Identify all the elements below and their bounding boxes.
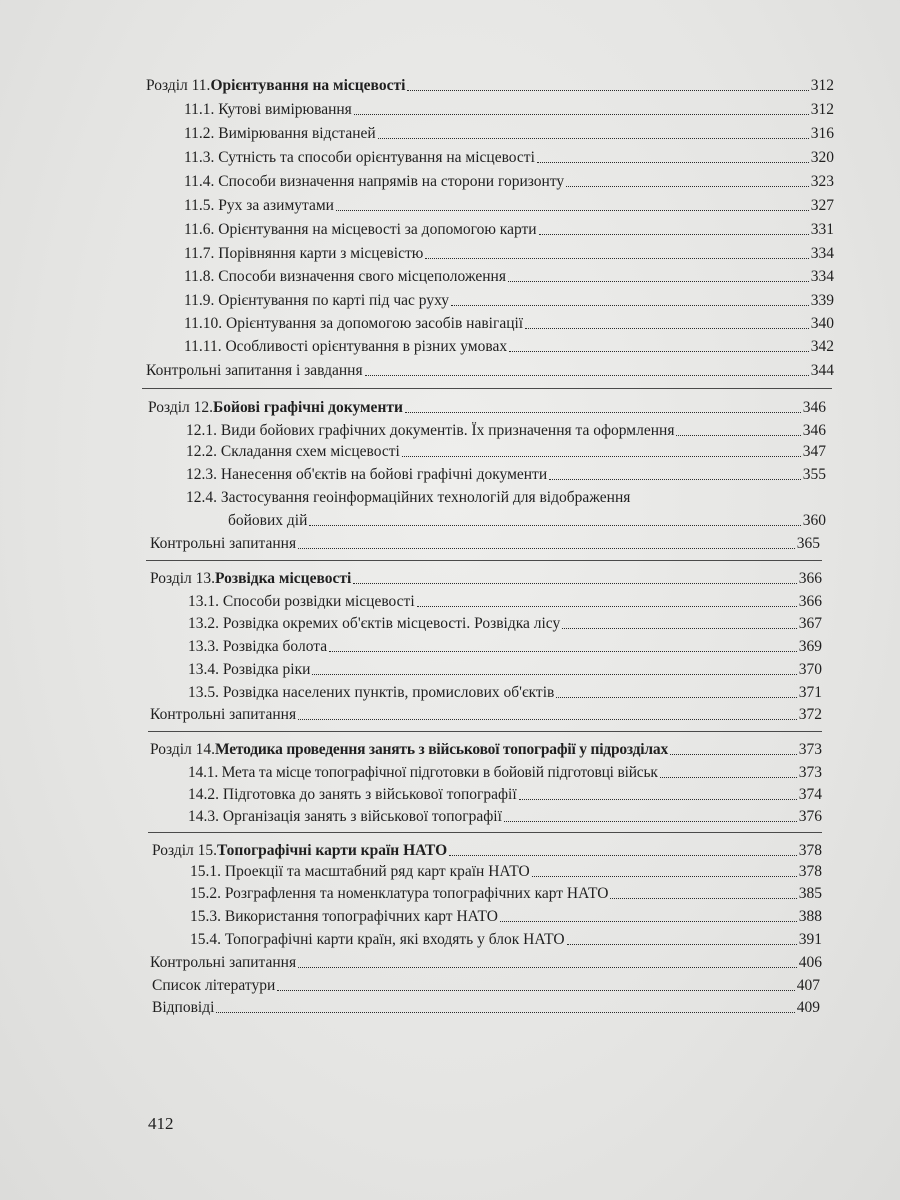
toc-page-number: 378: [798, 863, 822, 880]
toc-entry: [186, 442, 826, 462]
toc-page-number: 369: [798, 638, 822, 655]
toc-entry: [190, 862, 822, 882]
toc-page-number: 367: [798, 615, 822, 632]
section-divider: [148, 832, 822, 833]
toc-questions-entry: [146, 361, 834, 381]
toc-entry-label: 11.4. Способи визначення напрямів на сторони горизонту: [184, 173, 565, 190]
toc-section-title: Розвідка місцевості: [215, 570, 352, 587]
section-divider: [146, 560, 822, 561]
leader-dots: [676, 434, 800, 436]
toc-page-number: 346: [802, 399, 826, 416]
toc-page-number: 406: [798, 954, 822, 971]
toc-page-number: 346: [802, 422, 826, 439]
leader-dots: [353, 582, 796, 584]
leader-dots: [504, 820, 797, 822]
leader-dots: [562, 627, 797, 629]
toc-entry-label: 14.3. Організація занять з військової топографії: [188, 808, 502, 825]
leader-dots: [670, 753, 797, 755]
toc-entry-label: 11.1. Кутові вимірювання: [184, 101, 352, 118]
toc-entry-label: Контрольні запитання: [150, 706, 297, 723]
toc-page-number: 334: [810, 268, 834, 285]
toc-page-number: 323: [810, 173, 834, 190]
toc-entry: [186, 465, 826, 485]
leader-dots: [298, 547, 795, 549]
toc-entry-label: 15.3. Використання топографічних карт НАТО: [190, 908, 498, 925]
toc-page-number: 407: [796, 977, 820, 994]
toc-page-number: 316: [810, 125, 834, 142]
toc-page-number: 388: [798, 908, 822, 925]
toc-entry: [188, 592, 822, 612]
toc-page-number: 378: [798, 842, 822, 859]
toc-entry-label: Контрольні запитання: [150, 535, 297, 552]
toc-entry: [184, 172, 834, 192]
toc-entry: [188, 763, 822, 783]
leader-dots: [525, 327, 809, 329]
toc-entry-label: 15.4. Топографічні карти країн, які входять у блок НАТО: [190, 931, 565, 948]
toc-entry-label: 11.9. Орієнтування по карті під час руху: [184, 292, 449, 309]
toc-entry-label: Розділ 11.: [146, 77, 211, 94]
toc-entry-label: 11.10. Орієнтування за допомогою засобів навігації: [184, 315, 524, 332]
leader-dots: [309, 524, 800, 526]
page-number: 412: [148, 1114, 174, 1133]
toc-entry-label: Розділ 12.: [148, 399, 214, 416]
toc-entry-label: 11.5. Рух за азимутами: [184, 197, 334, 214]
toc-bibliography-entry: [152, 976, 820, 996]
leader-dots: [549, 478, 801, 480]
toc-entry-label: 13.1. Способи розвідки місцевості: [188, 593, 415, 610]
toc-entry-label: 11.8. Способи визначення свого місцеположення: [184, 268, 506, 285]
leader-dots: [365, 374, 809, 376]
leader-dots: [298, 966, 797, 968]
leader-dots: [425, 257, 808, 259]
toc-section-title: Бойові графічні документи: [213, 399, 403, 416]
toc-entry: [188, 660, 822, 680]
toc-page-number: 312: [810, 77, 834, 94]
toc-entry-label-continued: бойових дій: [228, 512, 308, 529]
leader-dots: [556, 696, 796, 698]
toc-entry-label: 13.4. Розвідка ріки: [188, 661, 311, 678]
toc-entry-label: Контрольні запитання і завдання: [146, 362, 363, 379]
toc-entry: [184, 220, 834, 240]
toc-page-number: 355: [802, 466, 826, 483]
toc-entry-label: 11.6. Орієнтування на місцевості за допомогою карти: [184, 221, 537, 238]
toc-entry: [188, 785, 822, 805]
toc-section-heading: [152, 841, 822, 861]
toc-entry-label: Контрольні запитання: [150, 954, 297, 971]
toc-page-number: 366: [798, 570, 822, 587]
leader-dots: [537, 161, 809, 163]
toc-page-number: 370: [798, 661, 822, 678]
leader-dots: [312, 673, 796, 675]
toc-page-number: 331: [810, 221, 834, 238]
toc-entry: [188, 683, 822, 703]
toc-entry-label: 13.5. Розвідка населених пунктів, промислових об'єктів: [188, 684, 555, 701]
toc-page-number: 320: [810, 149, 834, 166]
toc-entry: [188, 614, 822, 634]
toc-entry: [184, 337, 834, 357]
toc-entry: [184, 291, 834, 311]
toc-entry-label: 15.2. Розграфлення та номенклатура топографічних карт НАТО: [190, 885, 609, 902]
toc-entry: [184, 124, 834, 144]
leader-dots: [354, 113, 809, 115]
toc-entry-continuation: [228, 511, 826, 531]
toc-page-number: 365: [796, 535, 820, 552]
toc-page-number: 373: [798, 764, 822, 781]
leader-dots: [329, 650, 797, 652]
toc-entry-label: 13.3. Розвідка болота: [188, 638, 328, 655]
toc-entry-label: 12.3. Нанесення об'єктів на бойові графічні документи: [186, 466, 548, 483]
toc-entry-label: Розділ 15.: [152, 842, 218, 859]
leader-dots: [519, 798, 797, 800]
toc-section-heading: [148, 398, 826, 418]
toc-entry-label: 11.11. Особливості орієнтування в різних умовах: [184, 338, 508, 355]
toc-page-number: 342: [810, 338, 834, 355]
toc-entry-label: 12.2. Складання схем місцевості: [186, 443, 400, 460]
toc-section-title: Топографічні карти країн НАТО: [217, 842, 448, 859]
toc-entry: [186, 421, 826, 441]
leader-dots: [610, 897, 796, 899]
toc-page-number: 371: [798, 684, 822, 701]
toc-entry-label: 11.3. Сутність та способи орієнтування на місцевості: [184, 149, 535, 166]
toc-page-number: 334: [810, 245, 834, 262]
toc-entry-label: Розділ 14.: [150, 741, 216, 758]
toc-page-number: 366: [798, 593, 822, 610]
toc-entry: [184, 196, 834, 216]
toc-entry-label: Відповіді: [152, 999, 215, 1016]
toc-page-number: 312: [810, 101, 834, 118]
toc-entry-label: 15.1. Проекції та масштабний ряд карт країн НАТО: [190, 863, 530, 880]
toc-entry-label: 12.4. Застосування геоінформаційних технологій для відображення: [186, 489, 631, 506]
leader-dots: [508, 280, 809, 282]
toc-page-number: 340: [810, 315, 834, 332]
toc-entry: [188, 637, 822, 657]
toc-section-heading: [150, 569, 822, 589]
toc-questions-entry: [150, 953, 822, 973]
leader-dots: [566, 185, 809, 187]
toc-section-heading: [146, 76, 834, 96]
toc-page-number: 339: [810, 292, 834, 309]
toc-questions-entry: [150, 534, 820, 554]
toc-page-number: 374: [798, 786, 822, 803]
leader-dots: [417, 605, 797, 607]
leader-dots: [407, 89, 808, 91]
toc-entry-label: Розділ 13.: [150, 570, 216, 587]
leader-dots: [336, 209, 809, 211]
toc-section-title: Орієнтування на місцевості: [210, 77, 406, 94]
toc-entry-twoline: [186, 488, 826, 508]
toc-entry: [184, 100, 834, 120]
toc-section-heading: [150, 740, 822, 760]
leader-dots: [216, 1011, 794, 1013]
toc-page-number: 344: [810, 362, 834, 379]
leader-dots: [449, 854, 797, 856]
leader-dots: [277, 989, 794, 991]
toc-entry: [184, 244, 834, 264]
toc-entry: [190, 907, 822, 927]
toc-entry-label: 14.2. Підготовка до занять з військової топографії: [188, 786, 517, 803]
toc-page-number: 391: [798, 931, 822, 948]
toc-entry-label: 11.7. Порівняння карти з місцевістю: [184, 245, 424, 262]
toc-section-title: Методика проведення занять з військової топографії у підрозділах: [215, 741, 669, 758]
toc-entry-label: 13.2. Розвідка окремих об'єктів місцевості. Розвідка лісу: [188, 615, 561, 632]
leader-dots: [405, 411, 801, 413]
toc-page-number: 373: [798, 741, 822, 758]
leader-dots: [567, 943, 797, 945]
toc-entry: [184, 314, 834, 334]
leader-dots: [539, 233, 809, 235]
toc-page-number: 347: [802, 443, 826, 460]
section-divider: [142, 388, 832, 389]
toc-entry: [184, 148, 834, 168]
toc-entry: [190, 884, 822, 904]
leader-dots: [532, 875, 797, 877]
leader-dots: [660, 776, 797, 778]
leader-dots: [298, 718, 797, 720]
toc-entry-label: Список літератури: [152, 977, 276, 994]
toc-entry-label: 11.2. Вимірювання відстаней: [184, 125, 376, 142]
toc-questions-entry: [150, 705, 822, 725]
toc-page-number: 327: [810, 197, 834, 214]
toc-page-number: 409: [796, 999, 820, 1016]
toc-page-number: 385: [798, 885, 822, 902]
toc-entry-label: 12.1. Види бойових графічних документів. Їх призначення та оформлення: [186, 422, 675, 439]
section-divider: [148, 731, 822, 732]
leader-dots: [509, 350, 809, 352]
toc-entry: [188, 807, 822, 827]
toc-entry: [184, 267, 834, 287]
toc-page-number: 372: [798, 706, 822, 723]
toc-answers-entry: [152, 998, 820, 1018]
toc-entry: [190, 930, 822, 950]
toc-page-number: 376: [798, 808, 822, 825]
leader-dots: [402, 455, 801, 457]
leader-dots: [500, 920, 797, 922]
toc-page-number: 360: [802, 512, 826, 529]
toc-entry-label: 14.1. Мета та місце топографічної підготовки в бойовій підготовці військ: [188, 764, 658, 781]
leader-dots: [451, 304, 809, 306]
leader-dots: [378, 137, 809, 139]
